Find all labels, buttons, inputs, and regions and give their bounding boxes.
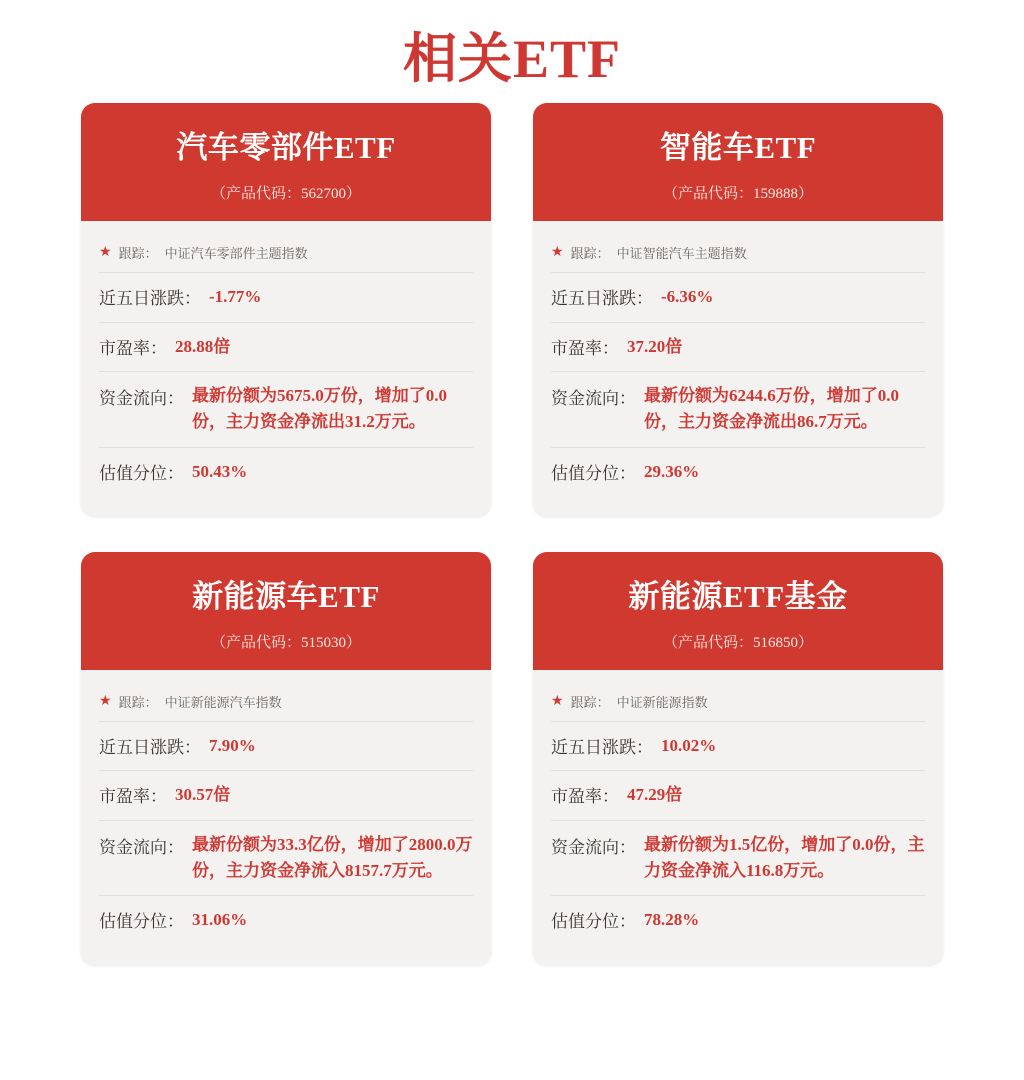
track-value: 中证新能源指数	[616, 695, 708, 711]
etf-code: （产品代码：515030）	[210, 635, 361, 652]
metric-valuation	[551, 447, 925, 496]
metric-value: 78.28%	[644, 910, 700, 930]
track-value: 中证智能汽车主题指数	[616, 246, 747, 262]
metric-label: 近五日涨跌：	[99, 289, 201, 309]
metric-label: 资金流向：	[551, 837, 636, 857]
star-icon: ★	[551, 244, 564, 260]
metric-valuation	[99, 895, 473, 944]
metric-label: 市盈率：	[99, 787, 167, 807]
metric-change5d	[551, 272, 925, 321]
etf-card-body	[81, 221, 491, 516]
metric-value: -1.77%	[209, 287, 262, 307]
metric-value: 最新份额为33.3亿份，增加了2800.0万份，主力资金净流入8157.7万元。	[192, 834, 473, 881]
metric-value: 50.43%	[192, 461, 248, 481]
metric-label: 估值分位：	[551, 463, 636, 483]
etf-name: 新能源ETF基金	[628, 578, 848, 614]
metric-label: 估值分位：	[551, 912, 636, 932]
page-title: 相关ETF	[402, 29, 622, 89]
track-value: 中证新能源汽车指数	[164, 695, 282, 711]
star-icon: ★	[551, 693, 564, 709]
metric-label: 市盈率：	[551, 787, 619, 807]
etf-card-header	[533, 552, 943, 670]
metric-label: 近五日涨跌：	[551, 289, 653, 309]
metric-change5d	[551, 721, 925, 770]
metric-label: 近五日涨跌：	[99, 738, 201, 758]
metric-fund-flow	[551, 371, 925, 447]
etf-code: （产品代码：516850）	[662, 635, 813, 652]
etf-track-row	[99, 684, 473, 721]
metric-value: 30.57倍	[175, 785, 231, 805]
etf-code: （产品代码：562700）	[210, 186, 361, 203]
etf-card-body	[533, 221, 943, 516]
metric-label: 估值分位：	[99, 463, 184, 483]
etf-track-row	[99, 235, 473, 272]
metric-value: 最新份额为6244.6万份，增加了0.0份，主力资金净流出86.7万元。	[644, 385, 899, 432]
etf-code: （产品代码：159888）	[662, 186, 813, 203]
etf-card-header	[81, 552, 491, 670]
metric-value: 31.06%	[192, 910, 248, 930]
track-label: 跟踪：	[118, 246, 158, 262]
metric-label: 市盈率：	[99, 338, 167, 358]
metric-label: 资金流向：	[99, 837, 184, 857]
metric-value: 37.20倍	[627, 336, 683, 356]
metric-label: 资金流向：	[551, 388, 636, 408]
etf-card-body	[81, 670, 491, 965]
metric-label: 近五日涨跌：	[551, 738, 653, 758]
metric-valuation	[99, 447, 473, 496]
star-icon: ★	[99, 693, 112, 709]
etf-card-body	[533, 670, 943, 965]
metric-pe	[551, 770, 925, 819]
etf-card-grid	[0, 103, 1024, 965]
etf-name: 新能源车ETF	[192, 578, 380, 614]
metric-pe	[99, 322, 473, 371]
metric-label: 资金流向：	[99, 388, 184, 408]
metric-pe	[99, 770, 473, 819]
metric-label: 市盈率：	[551, 338, 619, 358]
etf-name: 汽车零部件ETF	[176, 130, 396, 165]
metric-change5d	[99, 721, 473, 770]
metric-fund-flow	[99, 820, 473, 896]
track-label: 跟踪：	[570, 695, 610, 711]
metric-value: 10.02%	[661, 736, 717, 756]
metric-value: 7.90%	[209, 736, 256, 756]
metric-valuation	[551, 895, 925, 944]
etf-card[interactable]	[81, 552, 491, 965]
track-label: 跟踪：	[570, 246, 610, 262]
etf-name: 智能车ETF	[659, 130, 817, 165]
metric-value: 28.88倍	[175, 336, 231, 356]
etf-card-header	[81, 103, 491, 221]
metric-value: 47.29倍	[627, 785, 683, 805]
track-value: 中证汽车零部件主题指数	[164, 246, 308, 262]
metric-value: 29.36%	[644, 461, 700, 481]
metric-value: -6.36%	[661, 287, 714, 307]
star-icon: ★	[99, 244, 112, 260]
etf-card-header	[533, 103, 943, 221]
metric-change5d	[99, 272, 473, 321]
track-label: 跟踪：	[118, 695, 158, 711]
metric-fund-flow	[99, 371, 473, 447]
metric-pe	[551, 322, 925, 371]
etf-track-row	[551, 684, 925, 721]
metric-label: 估值分位：	[99, 912, 184, 932]
metric-value: 最新份额为5675.0万份，增加了0.0份，主力资金净流出31.2万元。	[192, 385, 447, 432]
metric-value: 最新份额为1.5亿份，增加了0.0份，主力资金净流入116.8万元。	[644, 834, 925, 881]
etf-card[interactable]	[533, 552, 943, 965]
etf-card[interactable]	[81, 103, 491, 516]
etf-card[interactable]	[533, 103, 943, 516]
metric-fund-flow	[551, 820, 925, 896]
etf-track-row	[551, 235, 925, 272]
